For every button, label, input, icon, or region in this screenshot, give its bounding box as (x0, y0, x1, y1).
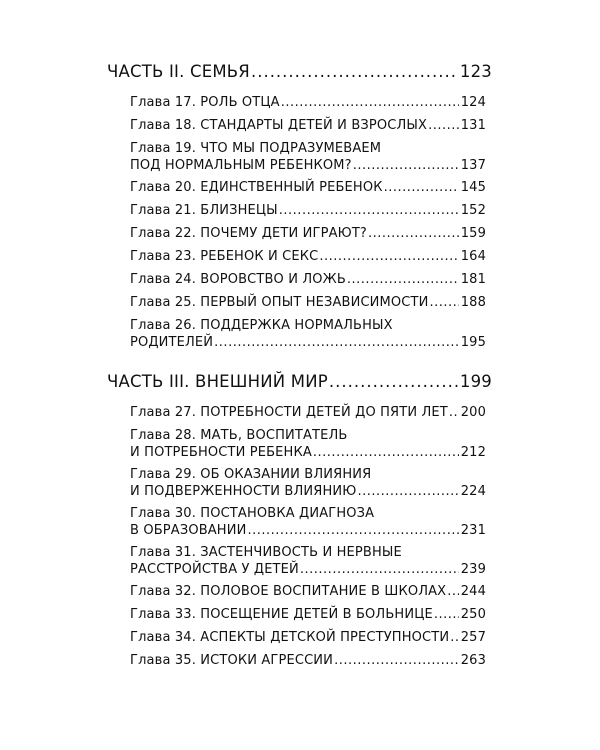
chapter-page-number: 181 (460, 272, 486, 287)
chapter-page-number: 263 (460, 653, 486, 668)
part-heading (107, 62, 492, 82)
chapter-title: Глава 17. РОЛЬ ОТЦА (130, 95, 280, 110)
part-title: ЧАСТЬ II. СЕМЬЯ (107, 62, 250, 81)
part-page-number: 199 (459, 372, 492, 391)
toc-entry (130, 652, 486, 669)
dot-leader (428, 117, 459, 134)
chapter-title-continued: И ПОДВЕРЖЕННОСТИ ВЛИЯНИЮ (130, 484, 357, 499)
part-page-number: 123 (459, 62, 492, 81)
dot-leader (430, 294, 459, 311)
chapter-page-number: 212 (460, 445, 486, 460)
chapter-title-continued: В ОБРАЗОВАНИИ (130, 523, 247, 538)
chapter-title: Глава 32. ПОЛОВОЕ ВОСПИТАНИЕ В ШКОЛАХ (130, 584, 447, 599)
toc-entry (130, 294, 486, 311)
toc-entry (130, 94, 486, 111)
dot-leader (353, 157, 459, 174)
dot-leader (300, 561, 459, 578)
toc-entry (130, 140, 486, 174)
toc-entry (130, 179, 486, 196)
chapter-page-number: 244 (460, 584, 486, 599)
chapter-page-number: 231 (460, 523, 486, 538)
chapter-title: Глава 27. ПОТРЕБНОСТИ ДЕТЕЙ ДО ПЯТИ ЛЕТ (130, 405, 448, 420)
toc-entry (130, 629, 486, 646)
dot-leader (313, 444, 459, 461)
toc-entry (130, 404, 486, 421)
chapter-page-number: 188 (460, 295, 486, 310)
dot-leader (214, 334, 459, 351)
dot-leader (449, 404, 459, 421)
dot-leader (334, 652, 459, 669)
toc-entry (130, 317, 486, 351)
chapter-page-number: 224 (460, 484, 486, 499)
toc-entry (130, 505, 486, 539)
toc-entry (130, 271, 486, 288)
chapter-page-number: 257 (460, 630, 486, 645)
chapter-page-number: 137 (460, 158, 486, 173)
chapter-title: Глава 19. ЧТО МЫ ПОДРАЗУМЕВАЕМ (130, 141, 382, 156)
chapter-title: Глава 25. ПЕРВЫЙ ОПЫТ НЕЗАВИСИМОСТИ (130, 295, 429, 310)
chapter-page-number: 250 (460, 607, 486, 622)
chapter-title: Глава 33. ПОСЕЩЕНИЕ ДЕТЕЙ В БОЛЬНИЦЕ (130, 607, 433, 622)
chapter-title: Глава 31. ЗАСТЕНЧИВОСТЬ И НЕРВНЫЕ (130, 545, 402, 560)
chapter-title: Глава 30. ПОСТАНОВКА ДИАГНОЗА (130, 506, 375, 521)
chapter-page-number: 159 (460, 226, 486, 241)
toc-entry (130, 248, 486, 265)
dot-leader (319, 248, 458, 265)
chapter-title: Глава 21. БЛИЗНЕЦЫ (130, 203, 278, 218)
chapter-page-number: 200 (460, 405, 486, 420)
dot-leader (251, 62, 458, 82)
dot-leader (357, 483, 458, 500)
chapter-page-number: 195 (460, 335, 486, 350)
toc-entry (130, 427, 486, 461)
chapter-page-number: 164 (460, 249, 486, 264)
chapter-title: Глава 28. МАТЬ, ВОСПИТАТЕЛЬ (130, 428, 348, 443)
chapter-title: Глава 26. ПОДДЕРЖКА НОРМАЛЬНЫХ (130, 318, 393, 333)
chapter-title-continued: РОДИТЕЛЕЙ (130, 335, 214, 350)
dot-leader (450, 629, 459, 646)
toc-entry (130, 225, 486, 242)
part-title: ЧАСТЬ III. ВНЕШНИЙ МИР (107, 372, 328, 391)
dot-leader (384, 179, 459, 196)
toc-entry (130, 466, 486, 500)
toc-entry (130, 606, 486, 623)
dot-leader (329, 372, 458, 392)
chapter-title: Глава 35. ИСТОКИ АГРЕССИИ (130, 653, 334, 668)
dot-leader (281, 94, 459, 111)
chapter-title: Глава 34. АСПЕКТЫ ДЕТСКОЙ ПРЕСТУПНОСТИ (130, 630, 450, 645)
dot-leader (368, 225, 459, 242)
toc-entry (130, 202, 486, 219)
dot-leader (279, 202, 459, 219)
toc-entry (130, 117, 486, 134)
chapter-title-continued: И ПОТРЕБНОСТИ РЕБЕНКА (130, 445, 312, 460)
chapter-title: Глава 20. ЕДИНСТВЕННЫЙ РЕБЕНОК (130, 180, 383, 195)
chapter-title: Глава 23. РЕБЕНОК И СЕКС (130, 249, 319, 264)
chapter-title: Глава 22. ПОЧЕМУ ДЕТИ ИГРАЮТ? (130, 226, 367, 241)
toc-entry (130, 544, 486, 578)
dot-leader (347, 271, 459, 288)
chapter-page-number: 131 (460, 118, 486, 133)
dot-leader (248, 522, 459, 539)
chapter-title: Глава 29. ОБ ОКАЗАНИИ ВЛИЯНИЯ (130, 467, 372, 482)
toc-entry (130, 583, 486, 600)
chapter-page-number: 239 (460, 562, 486, 577)
part-heading (107, 372, 492, 392)
chapter-page-number: 152 (460, 203, 486, 218)
chapter-title-continued: РАССТРОЙСТВА У ДЕТЕЙ (130, 562, 299, 577)
chapter-page-number: 145 (460, 180, 486, 195)
chapter-title: Глава 18. СТАНДАРТЫ ДЕТЕЙ И ВЗРОСЛЫХ (130, 118, 428, 133)
dot-leader (434, 606, 459, 623)
chapter-title: Глава 24. ВОРОВСТВО И ЛОЖЬ (130, 272, 346, 287)
dot-leader (447, 583, 459, 600)
chapter-title-continued: ПОД НОРМАЛЬНЫМ РЕБЕНКОМ? (130, 158, 352, 173)
chapter-page-number: 124 (460, 95, 486, 110)
